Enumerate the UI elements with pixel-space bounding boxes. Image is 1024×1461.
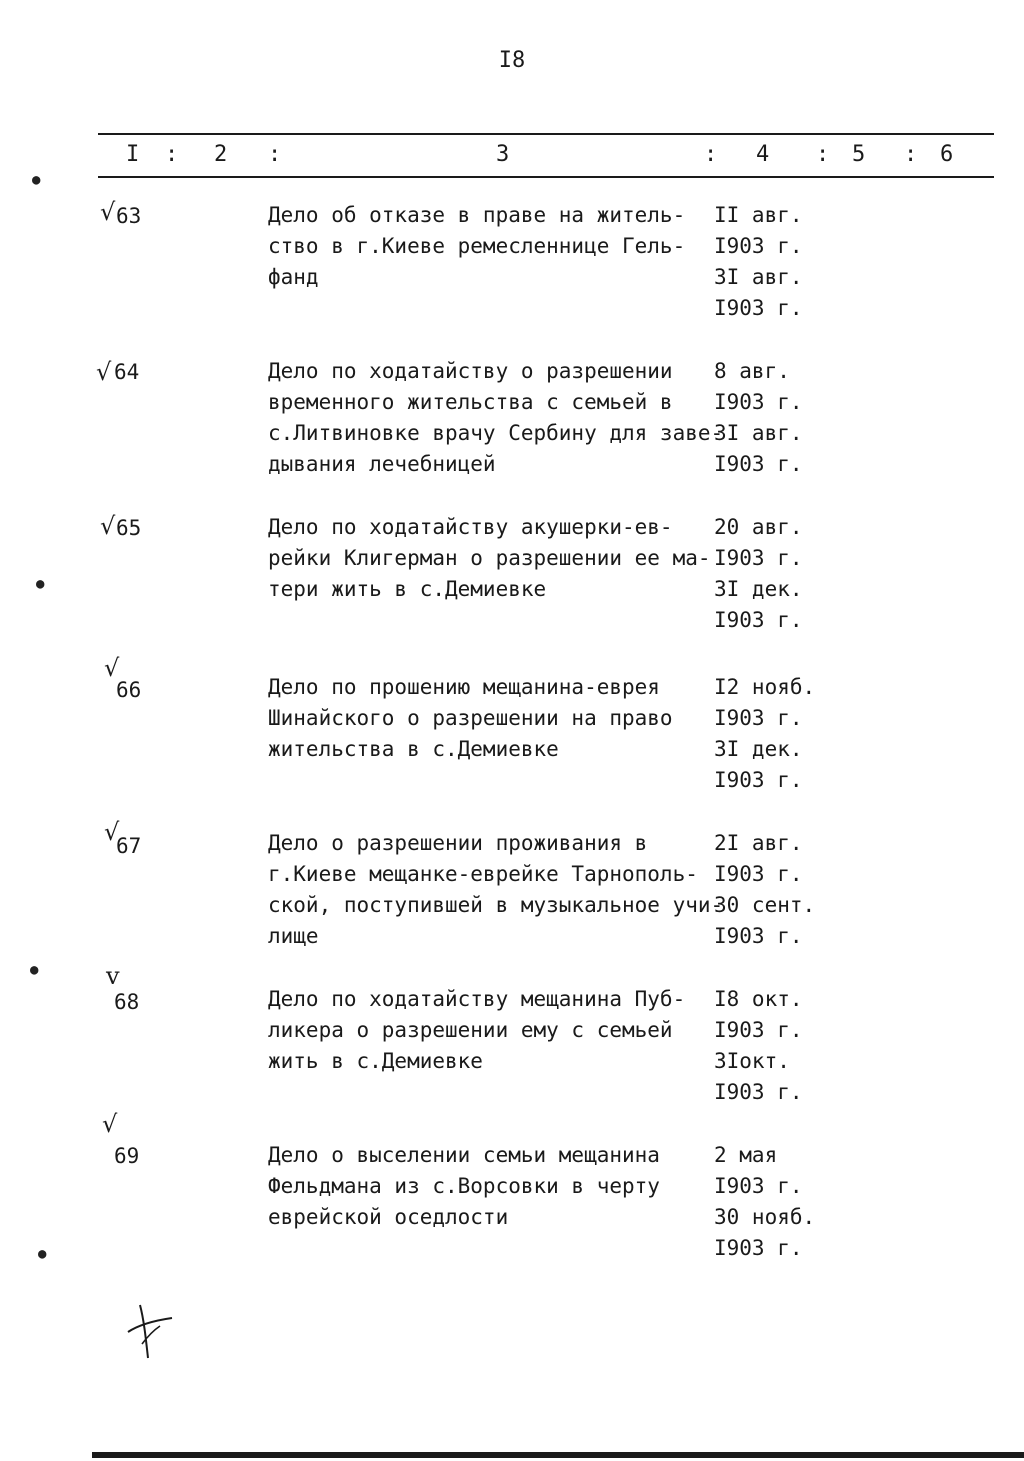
- check-mark: √: [104, 654, 120, 682]
- entry-dates: I2 нояб. I903 г. 3I дек. I903 г.: [714, 675, 816, 792]
- header-separator: :: [704, 142, 718, 167]
- entry-number: 68: [114, 990, 140, 1014]
- check-mark: √: [100, 198, 116, 226]
- entry-description: Дело по прошению мещанина-еврея Шинайского о разрешении на право жительства в с.Демиевке: [268, 675, 673, 761]
- header-col-3: 3: [496, 142, 510, 167]
- check-mark: √: [104, 818, 120, 846]
- header-separator: :: [268, 142, 282, 167]
- footer-rule: [92, 1452, 1024, 1458]
- entry-dates: 8 авг. I903 г. 3I авг. I903 г.: [714, 359, 803, 476]
- punch-hole-mark: ●: [30, 962, 39, 978]
- entry-67: [0, 818, 1024, 988]
- entry-number: 69: [114, 1144, 140, 1168]
- header-bottom-rule: [98, 176, 994, 178]
- entry-dates: 2I авг. I903 г. 30 сент. I903 г.: [714, 831, 816, 948]
- check-mark: √: [100, 512, 116, 540]
- entry-description: Дело о выселении семьи мещанина Фельдмана из с.Ворсовки в черту еврейской оседлости: [268, 1143, 660, 1229]
- entry-dates: 20 авг. I903 г. 3I дек. I903 г.: [714, 515, 803, 632]
- punch-hole-mark: ●: [32, 172, 41, 188]
- check-mark: √: [102, 1110, 118, 1138]
- header-col-6: 6: [940, 142, 954, 167]
- header-col-4: 4: [756, 142, 770, 167]
- entry-number: 66: [116, 678, 142, 702]
- entry-64: [0, 356, 1024, 516]
- entry-description: Дело о разрешении проживания в г.Киеве мещанке-еврейке Тарнополь- ской, поступившей в музыкальное учи- лище: [268, 831, 724, 948]
- check-mark: √: [96, 358, 112, 386]
- header-col-5: 5: [852, 142, 866, 167]
- entry-66: [0, 654, 1024, 832]
- entry-69: [0, 1110, 1024, 1300]
- entry-description: Дело по ходатайству о разрешении временного жительства с семьей в с.Литвиновке врачу Сербину для заве- дывания лечебницей: [268, 359, 724, 476]
- entry-68: [0, 962, 1024, 1144]
- header-separator: :: [816, 142, 830, 167]
- handwritten-signature-mark: [120, 1300, 180, 1360]
- entry-description: Дело об отказе в праве на житель- ство в г.Киеве ремесленнице Гель- фанд: [268, 203, 686, 289]
- header-col-2: 2: [214, 142, 228, 167]
- punch-hole-mark: ●: [36, 576, 45, 592]
- entry-number: 63: [116, 204, 142, 228]
- entry-65: [0, 512, 1024, 672]
- entry-dates: I8 окт. I903 г. 3Iокт. I903 г.: [714, 987, 803, 1104]
- entry-number: 67: [116, 834, 142, 858]
- header-separator: :: [165, 142, 179, 167]
- header-col-1: I: [126, 142, 140, 167]
- entry-description: Дело по ходатайству мещанина Пуб- ликера о разрешении ему с семьей жить в с.Демиевке: [268, 987, 686, 1073]
- entry-dates: 2 мая I903 г. 30 нояб. I903 г.: [714, 1143, 816, 1260]
- punch-hole-mark: ●: [38, 1246, 47, 1262]
- check-mark: v: [106, 962, 120, 990]
- entry-dates: II авг. I903 г. 3I авг. I903 г.: [714, 203, 803, 320]
- header-separator: :: [904, 142, 918, 167]
- header-top-rule: [98, 133, 994, 135]
- entry-number: 65: [116, 516, 142, 540]
- entry-description: Дело по ходатайству акушерки-ев- рейки Клигерман о разрешении ее ма- тери жить в с.Демиевке: [268, 515, 711, 601]
- entry-63: [0, 200, 1024, 360]
- entry-number: 64: [114, 360, 140, 384]
- page-number: I8: [498, 48, 526, 73]
